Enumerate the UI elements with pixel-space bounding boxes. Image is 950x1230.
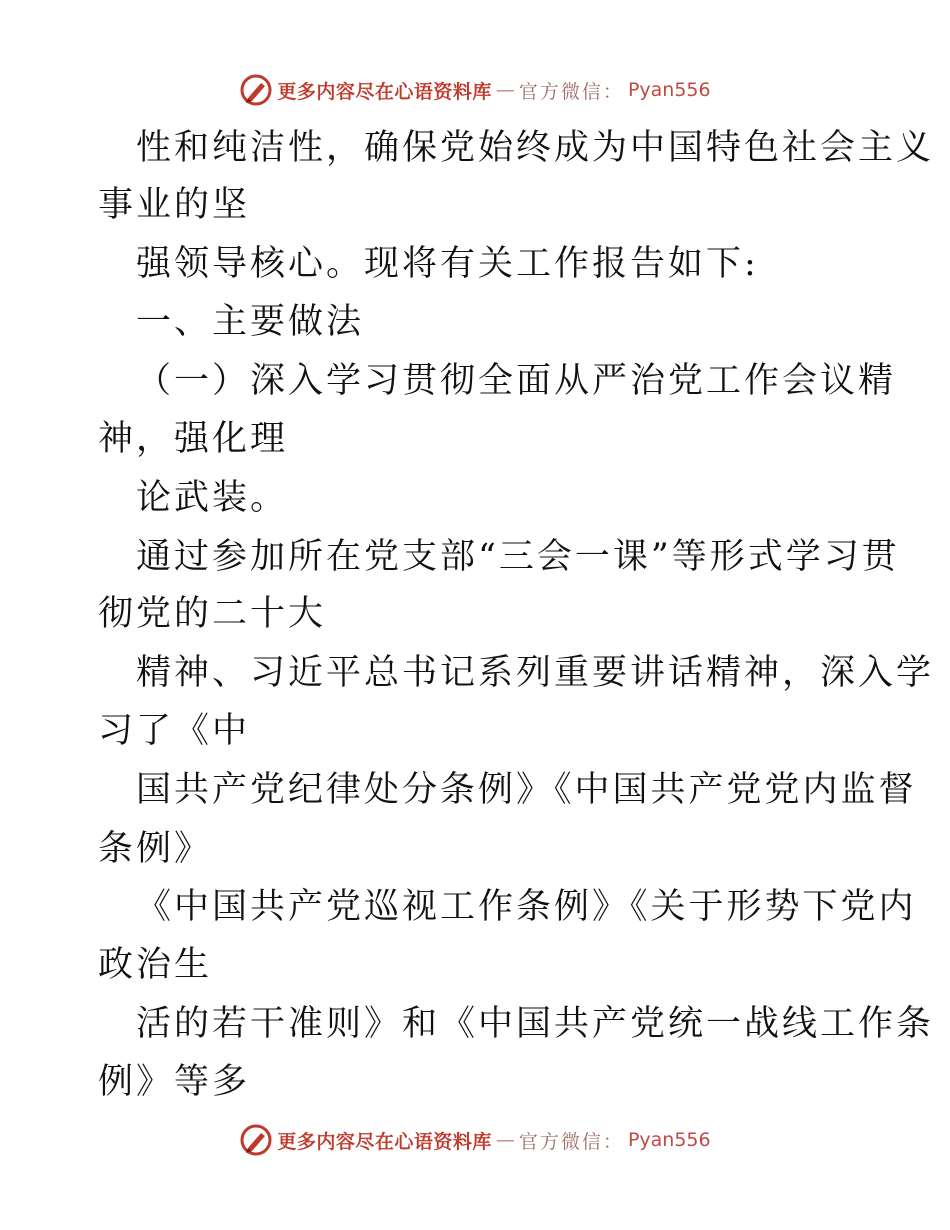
text-line: 论武装。 — [136, 478, 289, 518]
text-line: 神，强化理 — [98, 419, 289, 459]
watermark-dash: — — [495, 1129, 515, 1151]
text-line: 《中国共产党巡视工作条例》《关于形势下党内 — [136, 887, 917, 927]
watermark-wechat-id: Pyan556 — [627, 1129, 711, 1151]
text-line: 彻党的二十大 — [98, 594, 327, 634]
section-heading: 一、主要做法 — [136, 302, 365, 342]
watermark-main-text: 更多内容尽在心语资料库 — [277, 1130, 492, 1153]
watermark-main-text: 更多内容尽在心语资料库 — [277, 80, 492, 103]
watermark-sub-text: 官方微信： — [518, 1130, 624, 1153]
text-line: 通过参加所在党支部“三会一课”等形式学习贯 — [136, 537, 900, 577]
text-line: 性和纯洁性，确保党始终成为中国特色社会主义 — [136, 128, 935, 168]
watermark-footer — [0, 1120, 950, 1160]
watermark-dash: — — [495, 79, 515, 101]
text-line: 强领导核心。现将有关工作报告如下: — [136, 244, 759, 284]
text-line: 习了《中 — [98, 711, 251, 751]
subsection-heading: （一）深入学习贯彻全面从严治党工作会议精 — [136, 361, 897, 401]
text-line: 活的若干准则》和《中国共产党统一战线工作条 — [136, 1004, 935, 1044]
pen-circle-icon — [239, 1123, 273, 1157]
text-line: 条例》 — [98, 829, 213, 869]
text-line: 例》等多 — [98, 1062, 251, 1102]
text-line: 政治生 — [98, 945, 213, 985]
text-line: 精神、习近平总书记系列重要讲话精神，深入学 — [136, 653, 935, 693]
watermark-wechat-id: Pyan556 — [627, 79, 711, 101]
text-line: 事业的坚 — [98, 185, 251, 225]
text-line: 国共产党纪律处分条例》《中国共产党党内监督 — [136, 770, 917, 810]
watermark-sub-text: 官方微信： — [518, 80, 624, 103]
